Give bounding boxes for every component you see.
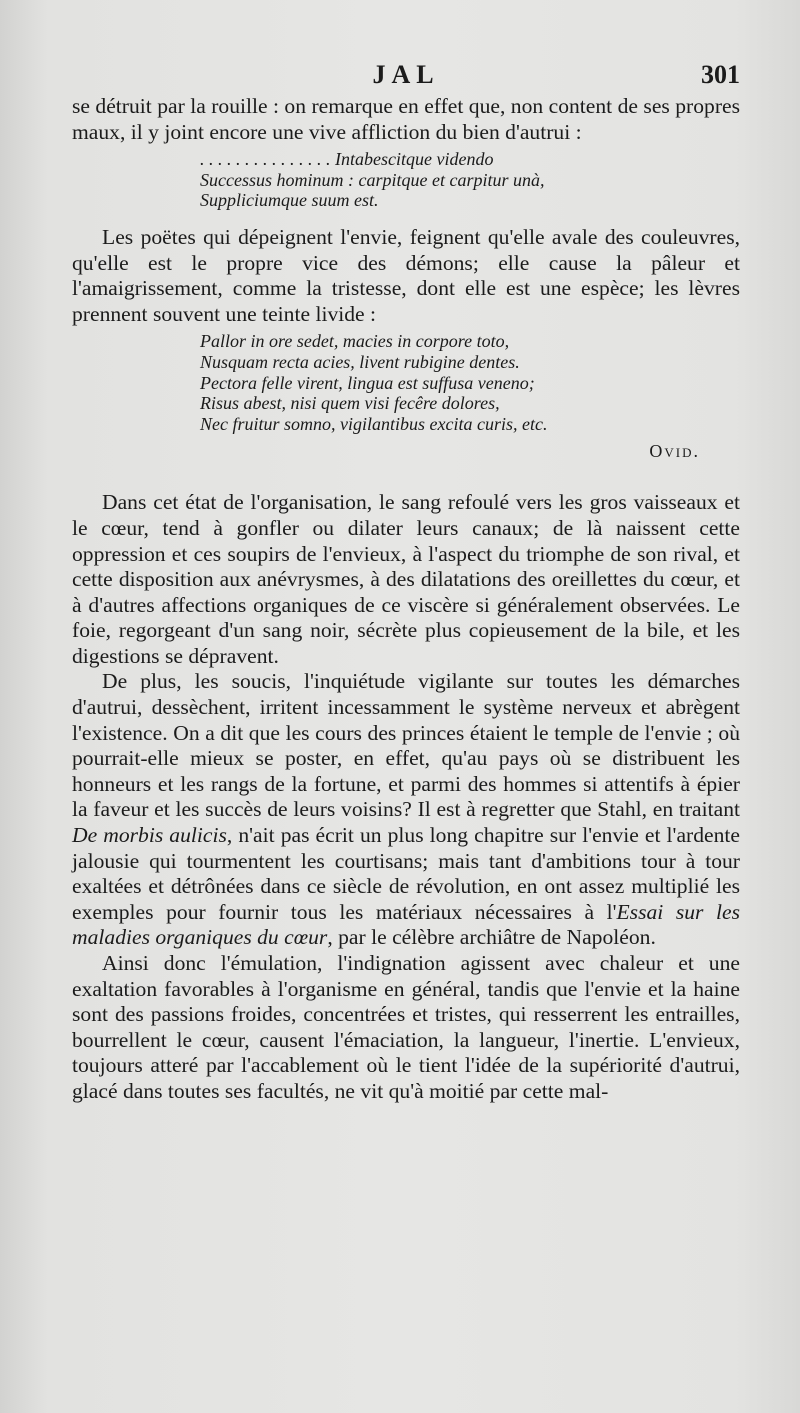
verse-line: Nec fruitur somno, vigilantibus excita curis, etc. — [200, 413, 548, 434]
verse-quote-1 — [200, 149, 740, 211]
verse-line: . . . . . . . . . . . . . . . Intabescitque videndo — [200, 149, 494, 170]
page-number: 301 — [701, 60, 740, 89]
paragraph-2: Les poëtes qui dépeignent l'envie, feignent qu'elle avale des couleuvres, qu'elle est le propre vice des démons; elle cause la pâleur et l'amaigrissement, comme la tristesse, dont elle est une espèce; les lèvres prennent souvent une teinte livide : — [72, 224, 740, 326]
verse-line: Suppliciumque suum est. — [200, 190, 379, 211]
text-body — [72, 94, 740, 1105]
italic-title-essai: Essai sur les maladies organiques du cœur — [72, 899, 740, 950]
page-header — [72, 60, 740, 96]
verse-line: Risus abest, nisi quem visi fecêre dolores, — [200, 393, 500, 414]
verse-line: Pectora felle virent, lingua est suffusa veneno; — [200, 372, 535, 393]
verse-line: Nusquam recta acies, livent rubigine dentes. — [200, 351, 520, 372]
verse-line: Successus hominum : carpitque et carpitur unà, — [200, 169, 545, 190]
verse-attribution: Ovid. — [649, 441, 700, 462]
paragraph-5: Ainsi donc l'émulation, l'indignation agissent avec chaleur et une exaltation favorables à l'organisme en général, tandis que l'envie et la haine sont des passions froides, concentrées et tristes, qui resserrent les entrailles, bourrellent le cœur, causent l'émaciation, la langueur, l'inertie. L'envieux, toujours atteré par l'accablement où le tient l'idée de la supériorité d'autrui, glacé dans toutes ses facultés, ne vit qu'à moitié par cette mal- — [72, 951, 740, 1103]
paragraph-3: Dans cet état de l'organisation, le sang refoulé vers les gros vaisseaux et le cœur, tend à gonfler ou dilater leurs canaux; de là naissent cette oppression et ces soupirs de l'envieux, à l'aspect du triomphe de son rival, et cette disposition aux anévrysmes, à des dilatations des oreillettes du cœur, et à d'autres affections organiques de ce viscère si généralement observées. Le foie, regorgeant d'un sang noir, sécrète plus copieusement de la bile, et les digestions se dépravent. — [72, 490, 740, 668]
verse-quote-2 — [200, 331, 740, 434]
paragraph-4 — [72, 669, 740, 951]
paragraph-1: se détruit par la rouille : on remarque en effet que, non content de ses propres maux, il y joint encore une vive affliction du bien d'autrui : — [72, 94, 740, 144]
running-head: JAL — [372, 60, 440, 89]
italic-title-de-morbis-aulicis: De morbis aulicis — [72, 823, 227, 848]
verse-line: Pallor in ore sedet, macies in corpore toto, — [200, 331, 510, 352]
paragraph-4-text-c: , par le célèbre archiâtre de Napoléon. — [327, 925, 656, 950]
paragraph-4-text-a: De plus, les soucis, l'inquiétude vigilante sur toutes les démarches d'autrui, dessèchent, irritent incessamment le système nerveux et abrègent l'existence. On a dit que les cours des princes étaient le temple de l'envie ; où pourrait-elle mieux se poster, en effet, qu'au pays où se distribuent les honneurs et les rangs de la fortune, et parmi des hommes si attentifs à épier la faveur et les succès de leurs voisins? Il est à regretter que Stahl, en traitant — [72, 669, 740, 822]
paragraph-4-text-b: , n'ait pas écrit un plus long chapitre sur l'envie et l'ardente jalousie qui tourmentent les courtisans; mais tant d'ambitions tour à tour exaltées et détrônées dans ce siècle de révolution, en ont assez multiplié les exemples pour fournir tous les matériaux nécessaires à l' — [72, 823, 740, 924]
